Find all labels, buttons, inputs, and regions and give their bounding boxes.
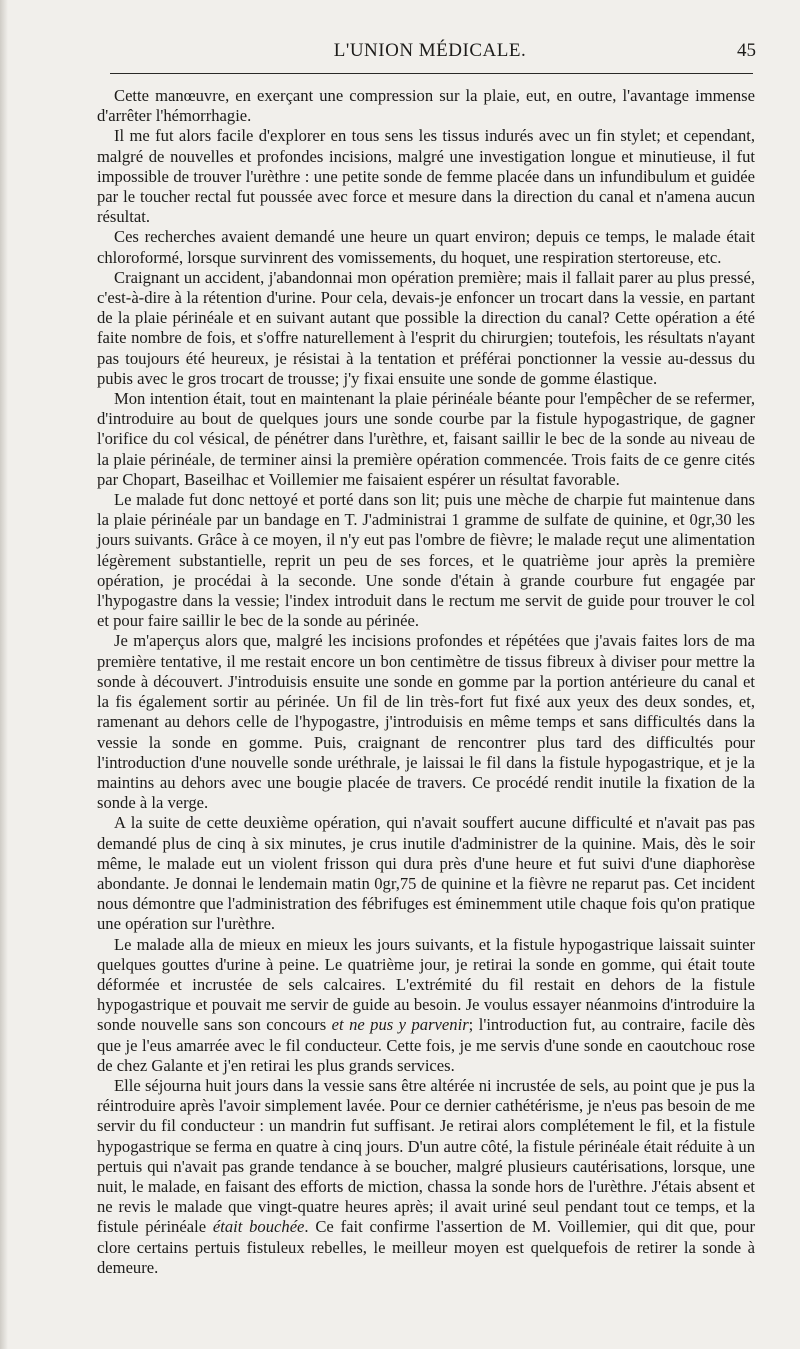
paragraph-text: Mon intention était, tout en maintenant la plaie périnéale béante pour l'empêcher de se refermer, d'introduire au bout de quelques jours une sonde courbe par la fistule hypogastrique, de gagner l'orifice du col vésical, de pénétrer dans l'urèthre, et, faisant saillir le bec de la sonde au niveau de la plaie périnéale, de terminer ainsi la première opération commencée. Trois faits de ce genre cités par Chopart, Baseilhac et Voillemier me faisaient espérer un résultat favorable. [97, 389, 755, 489]
paragraph [97, 935, 755, 1076]
paragraph-text: Il me fut alors facile d'explorer en tous sens les tissus indurés avec un fin stylet; et cependant, malgré de nouvelles et profondes incisions, malgré une investigation longue et minutieuse, il fut impossible de trouver l'urèthre : une petite sonde de femme placée dans un infundibulum et guidée par le toucher rectal fut poussée avec force et mesure dans la direction du canal et n'amena aucun résultat. [97, 126, 755, 227]
paragraph-text: . Ce fait confirme l'assertion de M. Voillemier, qui dit que, pour clore certains pertuis fistuleux rebelles, le meilleur moyen est quelquefois de retirer la sonde à demeure. [97, 1217, 755, 1277]
italic-text: était bouchée [212, 1217, 305, 1237]
paragraph-text: A la suite de cette deuxième opération, qui n'avait souffert aucune difficulté et n'avait pas pas demandé plus de cinq à six minutes, je crus inutile d'administrer de la quinine. Mais, dès le soir même, le malade eut un violent frisson qui dura près d'une heure et fut suivi d'une diaphorèse abondante. Je donnai le lendemain matin 0gr,75 de quinine et la fièvre ne reparut pas. Cet incident nous démontre que l'administration des fébrifuges est éminemment utile chaque fois qu'on pratique une opération sur l'urèthre. [97, 813, 755, 934]
paragraph-text: Je m'aperçus alors que, malgré les incisions profondes et répétées que j'avais faites lors de ma première tentative, il me restait encore un bon centimètre de tissus fibreux à diviser pour mettre la sonde à découvert. J'introduisis ensuite une sonde en gomme par la portion antérieure du canal et la fis également sortir au périnée. Un fil de lin très-fort fut fixé aux yeux des deux sondes, et, ramenant au dehors celle de l'hypogastre, j'introduisis en même temps et sans difficultés dans la vessie la sonde en gomme. Puis, craignant de rencontrer plus tard des difficultés pour l'introduction d'une nouvelle sonde uréthrale, je laissai le fil dans la fistule hypogastrique, et je la maintins au dehors avec une bougie placée de travers. Ce procédé rendit inutile la fixation de la sonde à la verge. [97, 631, 755, 813]
paragraph [97, 268, 755, 389]
paragraph [97, 813, 755, 934]
paragraph-text: Le malade alla de mieux en mieux les jours suivants, et la fistule hypogastrique laissait suinter quelques gouttes d'urine à peine. Le quatrième jour, je retirai la sonde en gomme, qui était toute déformée et incrustée de sels calcaires. L'extrémité du fil restait en dehors de la fistule hypogastrique et pouvait me servir de guide au besoin. Je voulus essayer néanmoins d'introduire la sonde nouvelle sans son concours [97, 934, 755, 1035]
paragraph-text: Le malade fut donc nettoyé et porté dans son lit; puis une mèche de charpie fut maintenue dans la plaie périnéale par un bandage en T. J'administrai 1 gramme de sulfate de quinine, et 0gr,30 les jours suivants. Grâce à ce moyen, il n'y eut pas l'ombre de fièvre; le malade reçut une alimentation légèrement substantielle, reprit un peu de ses forces, et le quatrième jour après la première opération, je procédai à la seconde. Une sonde d'étain à grande courbure fut engagée par l'hypogastre dans la vessie; l'index introduit dans le rectum me servit de guide pour trouver le col et pour faire saillir le bec de la sonde au périnée. [97, 490, 755, 631]
page-edge-shadow [0, 0, 8, 1349]
italic-text: et ne pus y parvenir [331, 1015, 469, 1035]
article-body [97, 86, 755, 1278]
paragraph [97, 227, 755, 267]
paragraph-text: Cette manœuvre, en exerçant une compression sur la plaie, eut, en outre, l'avantage immense d'arrêter l'hémorrhagie. [97, 86, 755, 126]
paragraph [97, 126, 755, 227]
paragraph [97, 631, 755, 813]
paragraph [97, 389, 755, 490]
paragraph-text: ; l'introduction fut, au contraire, facile dès que je l'eus amarrée avec le fil conducteur. Cette fois, je me servis d'une sonde en caoutchouc rose de chez Galante et j'en retirai les plus grands services. [97, 1015, 756, 1075]
paragraph-text: Ces recherches avaient demandé une heure un quart environ; depuis ce temps, le malade était chloroformé, lorsque survinrent des vomissements, du hoquet, une respiration stertoreuse, etc. [97, 227, 755, 267]
paragraph-text: Craignant un accident, j'abandonnai mon opération première; mais il fallait parer au plus pressé, c'est-à-dire à la rétention d'urine. Pour cela, devais-je enfoncer un trocart dans la vessie, en partant de la plaie périnéale et en suivant autant que possible la direction du canal? Cette opération a été faite nombre de fois, et s'offre naturellement à l'esprit du chirurgien; toutefois, les résultats n'ayant pas toujours été heureux, je résistai à la tentation et préférai ponctionner la vessie au-dessus du pubis avec le gros trocart de trousse; j'y fixai ensuite une sonde de gomme élastique. [97, 267, 755, 388]
paragraph [97, 86, 755, 126]
page-number: 45 [737, 40, 756, 61]
paragraph-text: Elle séjourna huit jours dans la vessie sans être altérée ni incrustée de sels, au point que je pus la réintroduire après l'avoir simplement lavée. Pour ce dernier cathétérisme, je n'eus pas besoin de me servir du fil conducteur : un mandrin fut suffisant. Je retirai alors complétement le fil, et la fistule hypogastrique se ferma en quatre à cinq jours. D'un autre côté, la fistule périnéale était réduite à un pertuis qui n'avait pas grande tendance à se boucher, malgré plusieurs cautérisations, lorsque, une nuit, le malade, en faisant des efforts de miction, chassa la sonde hors de l'urèthre. J'étais absent et ne revis le malade que vingt-quatre heures après; il avait uriné seul pendant tout ce temps, et la fistule périnéale [97, 1075, 755, 1237]
running-title: L'UNION MÉDICALE. [333, 40, 527, 61]
page-header [100, 36, 760, 70]
paragraph [97, 1076, 755, 1278]
paragraph [97, 490, 755, 631]
header-rule [110, 73, 753, 74]
